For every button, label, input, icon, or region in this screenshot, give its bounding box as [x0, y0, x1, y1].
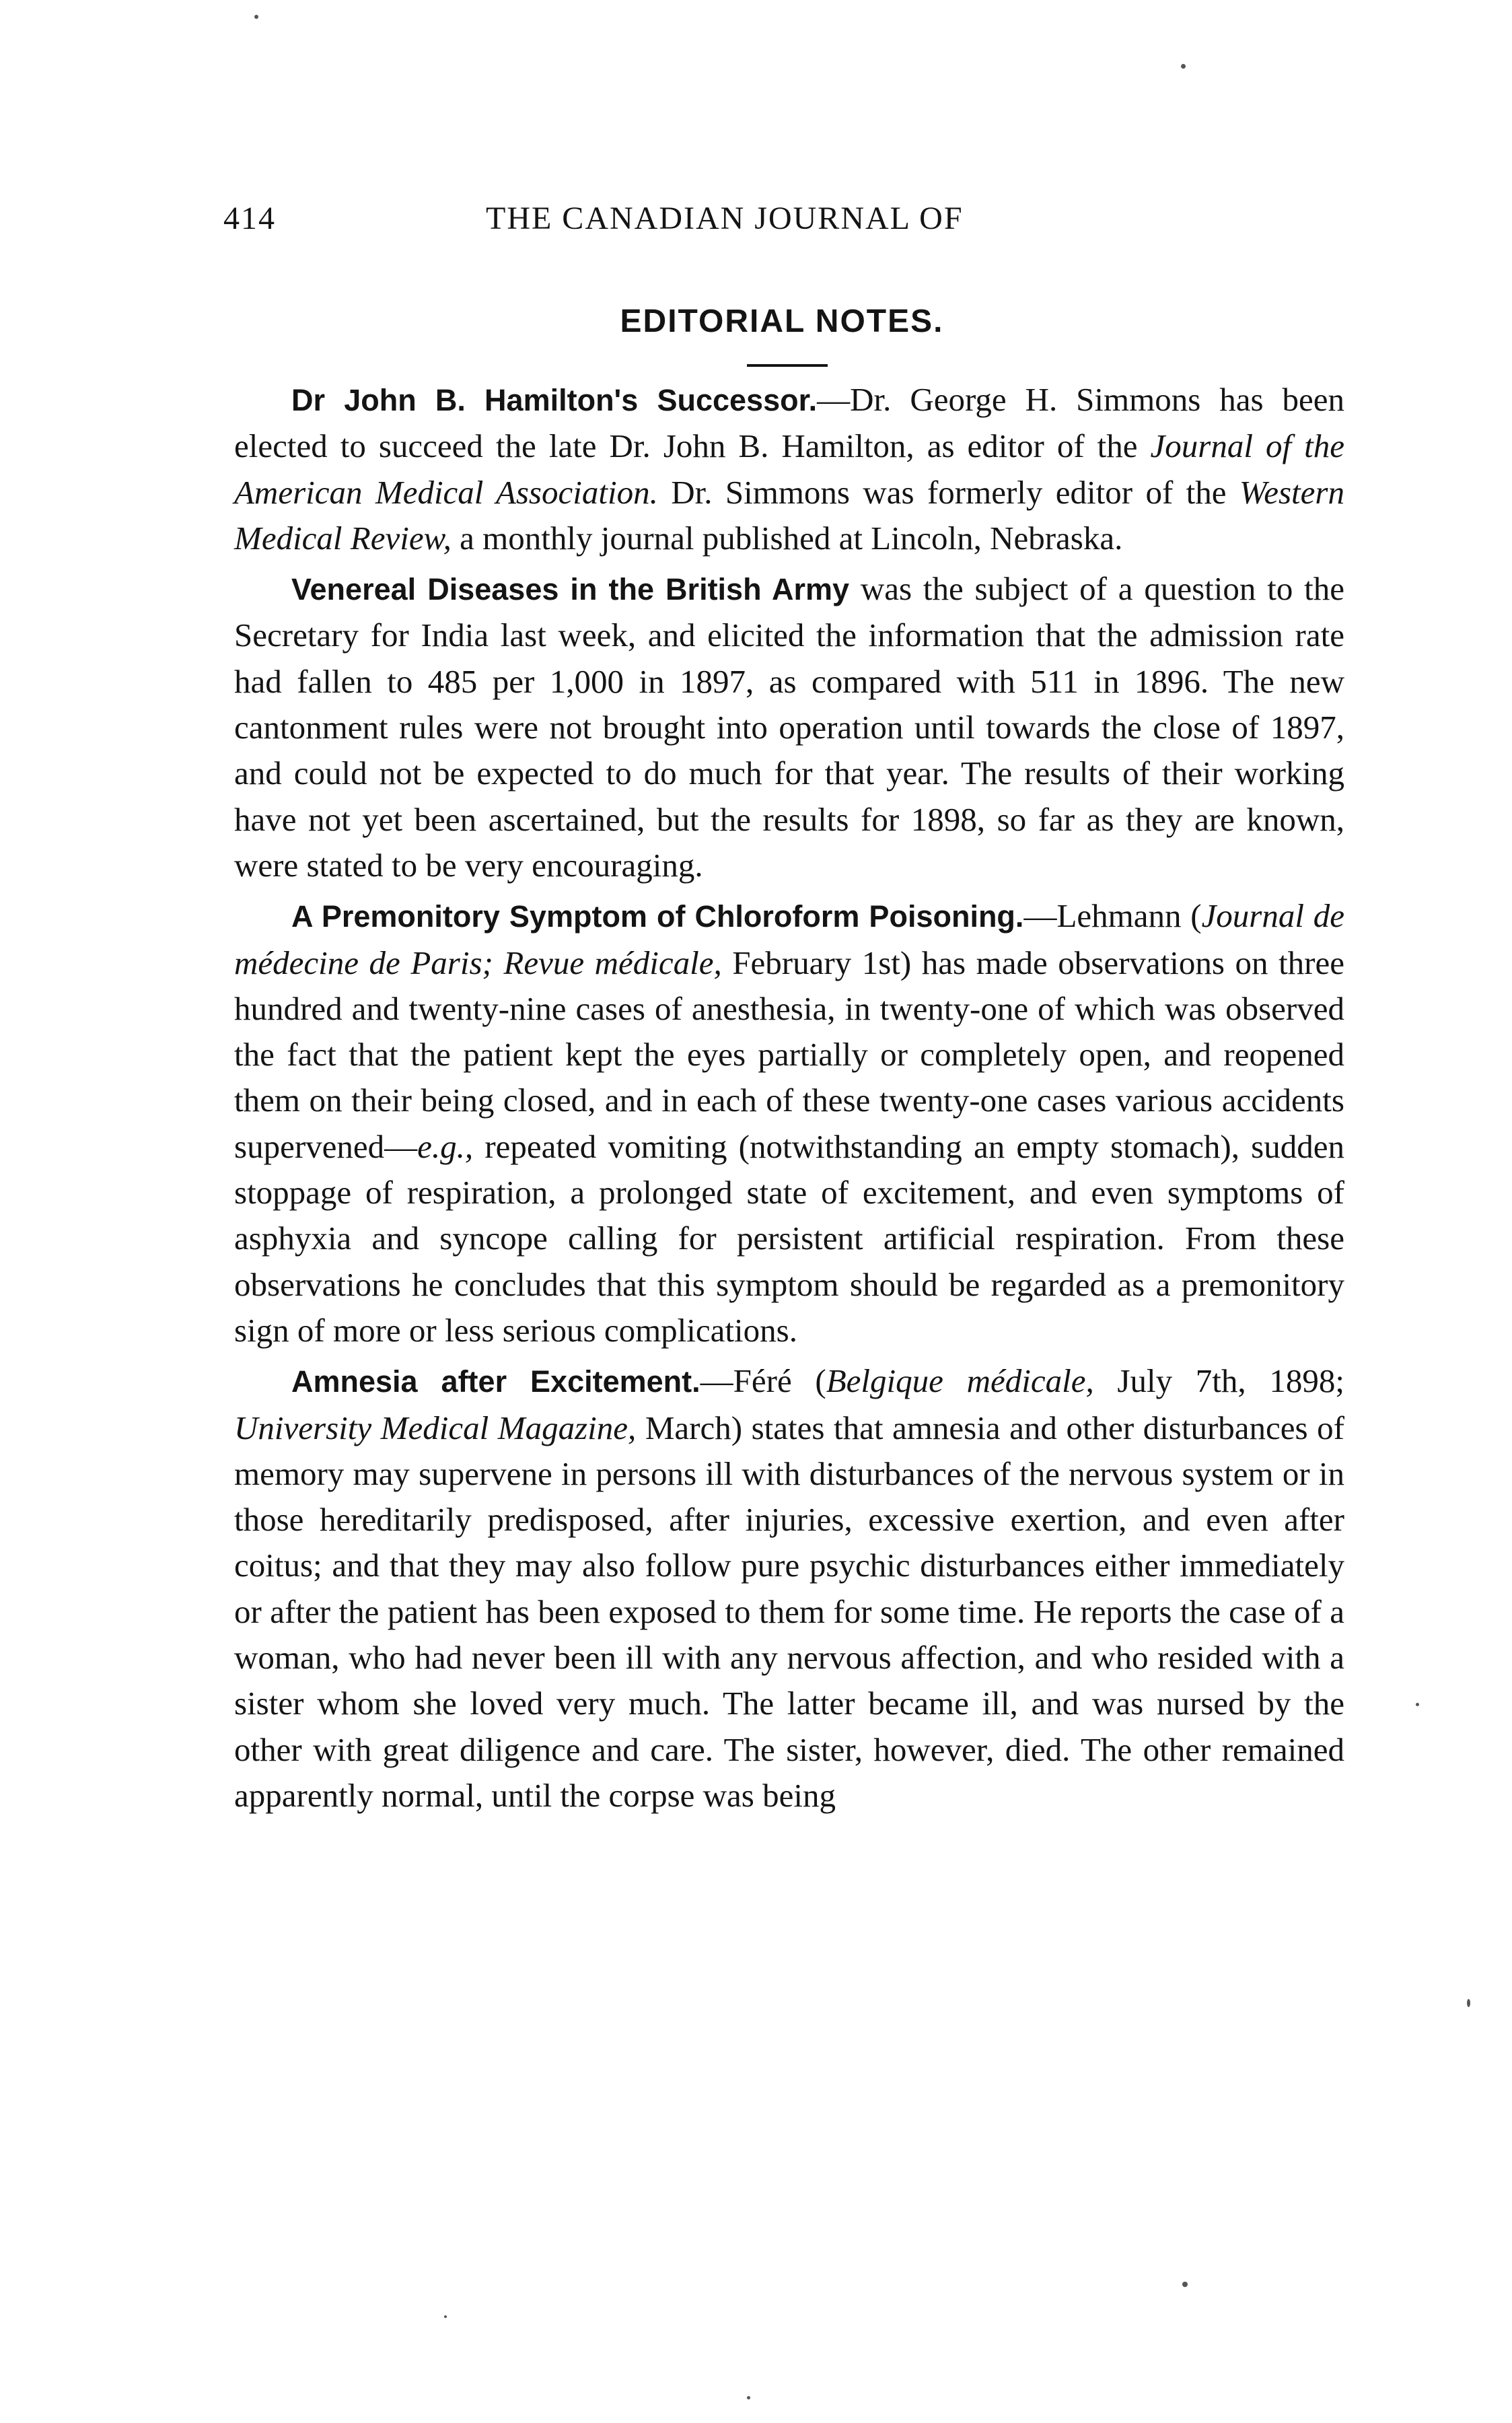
paragraph-text: —Lehmann ( — [1023, 897, 1202, 935]
scan-speck — [747, 2396, 750, 2399]
running-head — [223, 195, 1340, 242]
scan-speck — [1416, 1703, 1419, 1706]
paragraph-venereal-diseases — [234, 566, 1344, 888]
scan-speck — [444, 2315, 447, 2318]
journal-name: Journal de médecine de Paris; Revue médicale, — [234, 897, 1345, 981]
paragraph-text: —Dr. George H. Simmons has been elected to succeed the late Dr. John B. Hamilton, as editor of the — [234, 381, 1344, 465]
journal-name: Belgique médicale, — [826, 1362, 1094, 1400]
journal-name: Journal of the American Medical Association. — [234, 427, 1344, 511]
abbreviation: e.g., — [417, 1127, 474, 1165]
paragraph-text: Dr. Simmons was formerly editor of the — [657, 473, 1239, 511]
paragraph-text: February 1st) has made observations on three hundred and twenty-nine cases of anesthesia, in twenty-one of which was observed the fact that the patient kept the eyes partially or completely open, and reopened them on their being closed, and in each of these twenty-one cases various accidents supervened— — [234, 944, 1345, 1165]
paragraph-text: July 7th, 1898; — [1093, 1362, 1344, 1400]
scan-speck — [1467, 1999, 1470, 2007]
paragraph-text: —Féré ( — [700, 1362, 826, 1400]
paragraph-heading: Dr John B. Hamilton's Successor. — [291, 383, 818, 417]
scan-speck — [254, 15, 258, 19]
paragraph-hamilton-successor — [234, 377, 1344, 561]
page-number: 414 — [223, 201, 276, 236]
section-title: EDITORIAL NOTES. — [620, 304, 944, 339]
paragraph-text: was the subject of a question to the Secretary for India last week, and elicited the information that the admission rate had fallen to 485 per 1,000 in 1897, as compared with 511 in 1896. The new cantonment rules were not brought into operation until towards the close of 1897, and could not be expected to do much for that year. The results of their working have not yet been ascertained, but the results for 1898, so far as they are known, were stated to be very encouraging. — [234, 570, 1344, 884]
paragraph-text: repeated vomiting (notwithstanding an empty stomach), sudden stoppage of respiration, a prolonged state of excitement, and even symptoms of asphyxia and syncope calling for persistent artificial respiration. From these observations he concludes that this symptom should be regarded as a premonitory sign of more or less serious complications. — [234, 1127, 1344, 1349]
scan-speck — [1181, 64, 1186, 69]
paragraph-heading: A Premonitory Symptom of Chloroform Poisoning. — [291, 899, 1024, 934]
paragraph-text: March) states that amnesia and other disturbances of memory may supervene in persons ill with disturbances of the nervous system or in those hereditarily predisposed, after injuries, excessive exertion, and even after coitus; and that they may also follow pure psychic disturbances either immediately or after the patient has been exposed to them for some time. He reports the case of a woman, who had never been ill with any nervous affection, and who resided with a sister whom she loved very much. The latter became ill, and was nursed by the other with great diligence and care. The sister, however, died. The other remained apparently normal, until the corpse was being — [234, 1409, 1344, 1814]
article-body — [234, 377, 1344, 1823]
journal-title: THE CANADIAN JOURNAL OF — [486, 201, 964, 236]
paragraph-text: a monthly journal published at Lincoln, Nebraska. — [451, 519, 1123, 557]
paragraph-heading: Amnesia after Excitement. — [291, 1364, 700, 1399]
journal-name: University Medical Magazine, — [234, 1409, 637, 1446]
journal-name: Western Medical Review, — [234, 473, 1344, 557]
paragraph-chloroform-poisoning — [234, 893, 1344, 1354]
paragraph-heading: Venereal Diseases in the British Army — [291, 572, 850, 607]
scan-speck — [1182, 2282, 1188, 2287]
title-rule — [747, 364, 828, 367]
paragraph-amnesia — [234, 1358, 1344, 1819]
